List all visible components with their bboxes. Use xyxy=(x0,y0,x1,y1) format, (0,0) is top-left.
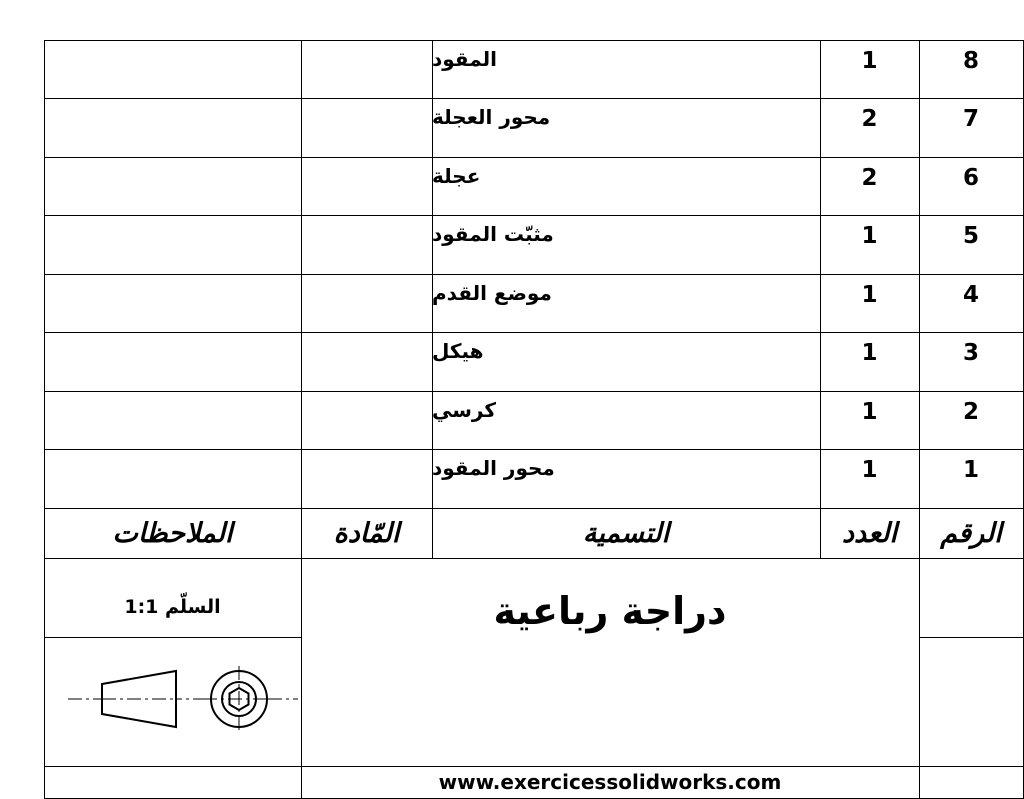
part-designation: محور العجلة xyxy=(432,105,551,129)
part-designation: المقود xyxy=(432,47,497,71)
part-designation: مثبّت المقود xyxy=(432,222,554,246)
part-designation: محور المقود xyxy=(432,456,555,480)
part-quantity: 1 xyxy=(861,457,878,483)
drawing-title: دراجة رباعية xyxy=(493,589,727,633)
header-quantity: العدد xyxy=(842,517,897,549)
part-designation: هيكل xyxy=(432,339,484,363)
part-number: 2 xyxy=(962,399,979,425)
part-quantity: 1 xyxy=(861,282,878,308)
header-notes: الملاحظات xyxy=(112,517,233,549)
first-angle-projection-icon xyxy=(68,666,298,732)
header-designation: التسمية xyxy=(582,517,670,549)
part-designation: موضع القدم xyxy=(432,281,552,305)
website-url: www.exercicessolidworks.com xyxy=(438,770,782,794)
part-quantity: 2 xyxy=(861,106,878,132)
part-quantity: 1 xyxy=(861,340,878,366)
part-quantity: 1 xyxy=(861,48,878,74)
part-number: 1 xyxy=(962,457,979,483)
part-designation: كرسي xyxy=(432,398,496,422)
part-designation: عجلة xyxy=(432,164,481,188)
bill-of-materials xyxy=(44,40,1024,799)
drawing-scale: السلّم 1:1 xyxy=(124,596,221,618)
header-material: المّادة xyxy=(333,517,400,549)
part-number: 7 xyxy=(962,106,979,132)
part-number: 3 xyxy=(962,340,979,366)
part-number: 4 xyxy=(962,282,979,308)
part-number: 6 xyxy=(962,165,979,191)
part-number: 8 xyxy=(962,48,979,74)
part-quantity: 1 xyxy=(861,223,878,249)
header-number: الرقم xyxy=(940,517,1002,549)
part-number: 5 xyxy=(962,223,979,249)
part-quantity: 1 xyxy=(861,399,878,425)
part-quantity: 2 xyxy=(861,165,878,191)
